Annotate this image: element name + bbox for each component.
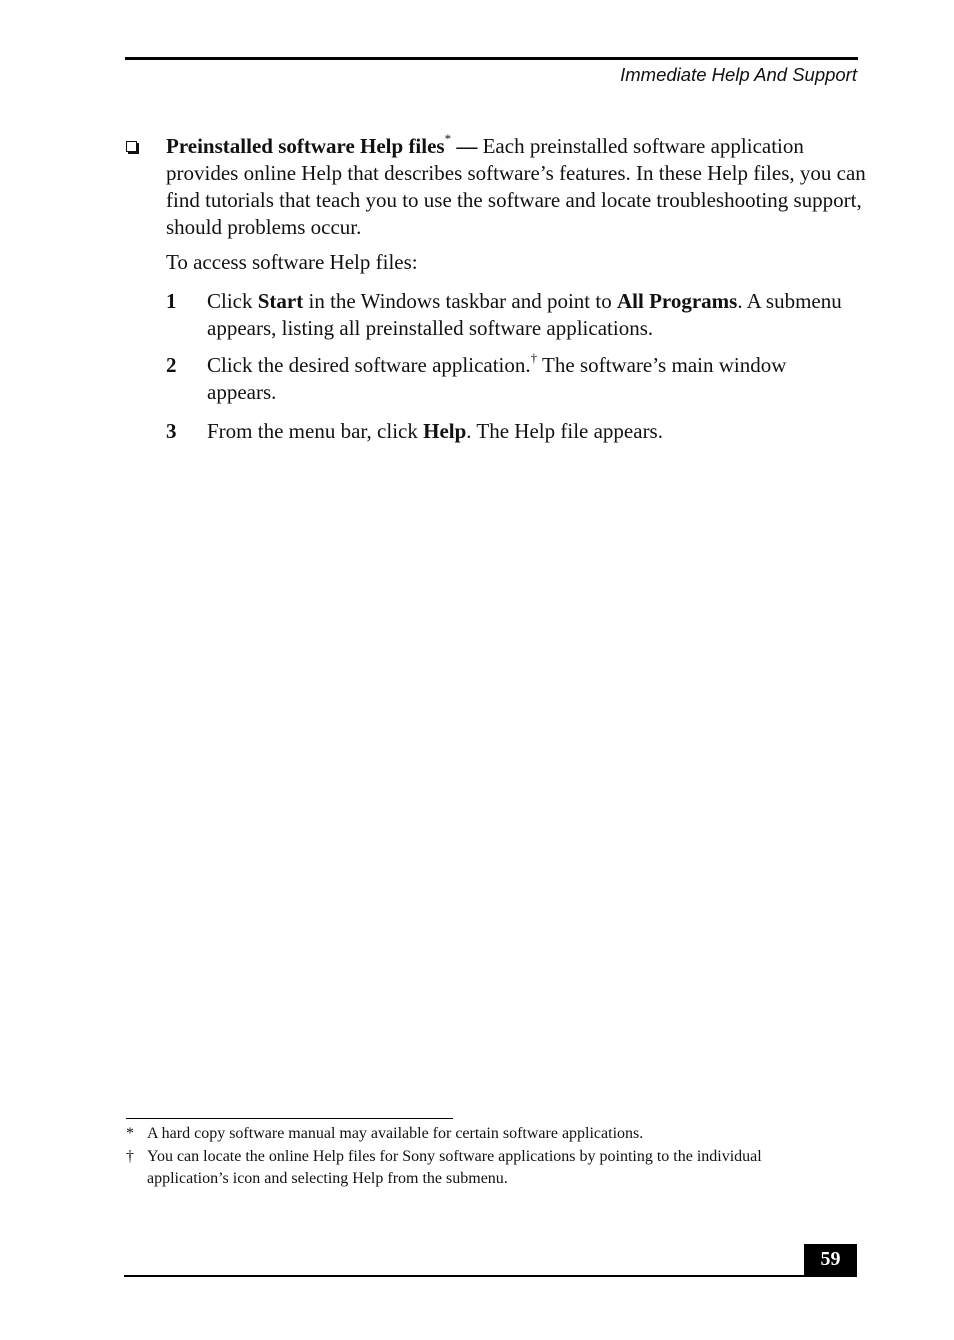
step-text xyxy=(207,418,847,445)
footnote-ref-asterisk[interactable]: * xyxy=(444,131,452,146)
step-text-part: in the Windows taskbar and point to xyxy=(303,289,617,313)
bullet-paragraph xyxy=(166,133,866,241)
step-text-part: Click xyxy=(207,289,258,313)
step-number: 3 xyxy=(166,419,177,443)
footnote-mark: † xyxy=(126,1148,134,1165)
footnote-text: You can locate the online Help files for Sony software applications by pointing to the individual application’s icon and selecting Help from the submenu. xyxy=(147,1148,762,1187)
step-number: 2 xyxy=(166,353,177,377)
footer-rule xyxy=(124,1275,857,1277)
ui-term-start: Start xyxy=(257,289,304,313)
running-header: Immediate Help And Support xyxy=(620,64,857,85)
step-text xyxy=(207,352,847,406)
ui-term-all-programs: All Programs xyxy=(616,289,738,313)
checkbox-bullet-icon xyxy=(126,141,137,152)
ui-term-help: Help xyxy=(423,419,467,443)
footnote-text: A hard copy software manual may available for certain software applications. xyxy=(147,1125,644,1142)
footnote-rule xyxy=(126,1118,453,1119)
bullet-term: Preinstalled software Help files xyxy=(166,134,445,158)
step-text-part: . The Help file appears. xyxy=(466,419,663,443)
bullet-text: Each preinstalled software application provides online Help that describes software’s features. In these Help files, you can find tutorials that teach you to use the software and locate troubleshooting support, should problems occur. xyxy=(166,134,866,239)
step-text-part: . A submenu appears, listing all preinstalled software applications. xyxy=(207,289,842,340)
step-text-part: From the menu bar, click xyxy=(207,419,424,443)
em-dash: — xyxy=(451,134,483,158)
step-number: 1 xyxy=(166,289,177,313)
intro-text: To access software Help files: xyxy=(166,250,418,274)
footnote-mark: * xyxy=(126,1125,134,1142)
step-text-part: Click the desired software application. xyxy=(207,353,531,377)
step-text-part: The software’s main window appears. xyxy=(207,353,787,404)
page-number: 59 xyxy=(804,1244,857,1277)
step-text xyxy=(207,288,847,342)
header-rule xyxy=(125,57,858,60)
footnote-ref-dagger[interactable]: † xyxy=(530,350,538,365)
